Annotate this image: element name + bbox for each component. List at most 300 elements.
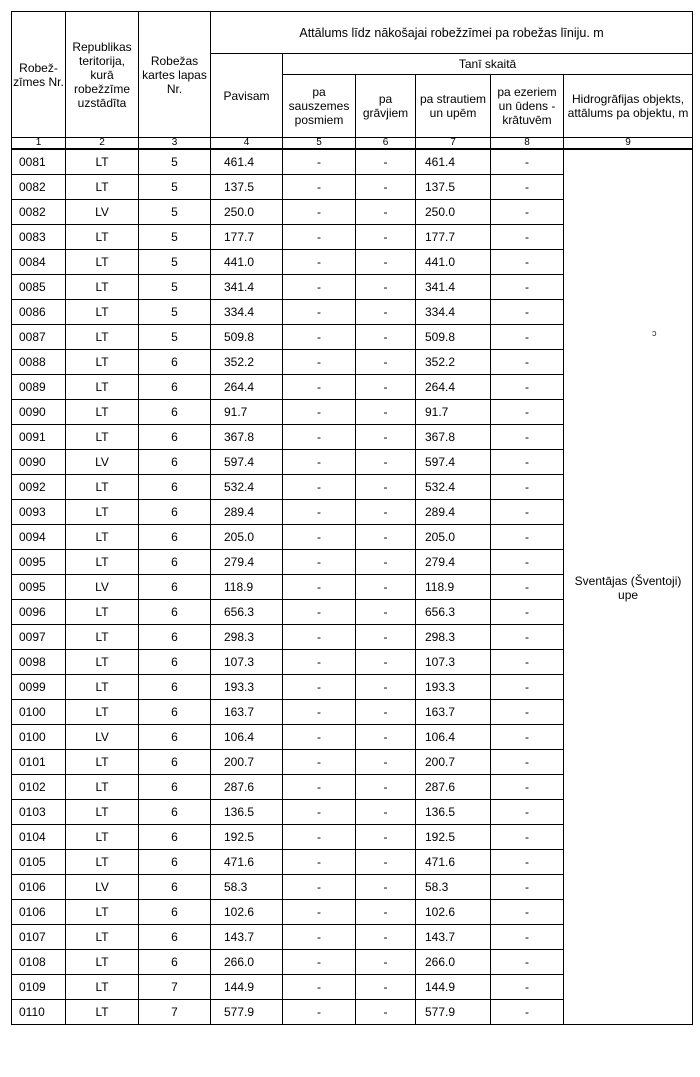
river-distance: 58.3 — [416, 875, 491, 900]
land-distance: - — [283, 700, 356, 725]
lake-distance: - — [491, 500, 564, 525]
lake-distance: - — [491, 800, 564, 825]
ditch-distance: - — [356, 275, 416, 300]
map-sheet: 6 — [139, 850, 211, 875]
territory: LT — [66, 275, 139, 300]
river-distance: 509.8 — [416, 325, 491, 350]
total-distance: 205.0 — [211, 525, 283, 550]
lake-distance: - — [491, 375, 564, 400]
river-distance: 118.9 — [416, 575, 491, 600]
map-sheet: 6 — [139, 425, 211, 450]
ditch-distance: - — [356, 525, 416, 550]
land-distance: - — [283, 950, 356, 975]
land-distance: - — [283, 149, 356, 175]
river-distance: 279.4 — [416, 550, 491, 575]
total-distance: 509.8 — [211, 325, 283, 350]
territory: LT — [66, 500, 139, 525]
river-distance: 102.6 — [416, 900, 491, 925]
ditch-distance: - — [356, 250, 416, 275]
total-distance: 144.9 — [211, 975, 283, 1000]
land-distance: - — [283, 925, 356, 950]
map-sheet: 6 — [139, 575, 211, 600]
map-sheet: 6 — [139, 650, 211, 675]
marker-number: 0101 — [12, 750, 66, 775]
map-sheet: 6 — [139, 450, 211, 475]
marker-number: 0109 — [12, 975, 66, 1000]
column-number: 6 — [356, 138, 416, 150]
marker-number: 0083 — [12, 225, 66, 250]
marker-number: 0105 — [12, 850, 66, 875]
land-distance: - — [283, 625, 356, 650]
header-streams-rivers: pa strautiem un upēm — [416, 75, 491, 138]
marker-number: 0103 — [12, 800, 66, 825]
header-lakes-reservoirs: pa ezeriem un ūdens - krātuvēm — [491, 75, 564, 138]
map-sheet: 6 — [139, 525, 211, 550]
ditch-distance: - — [356, 775, 416, 800]
river-distance: 250.0 — [416, 200, 491, 225]
lake-distance: - — [491, 175, 564, 200]
lake-distance: - — [491, 300, 564, 325]
ditch-distance: - — [356, 500, 416, 525]
river-distance: 352.2 — [416, 350, 491, 375]
land-distance: - — [283, 875, 356, 900]
territory: LT — [66, 675, 139, 700]
ditch-distance: - — [356, 175, 416, 200]
territory: LV — [66, 450, 139, 475]
marker-number: 0106 — [12, 875, 66, 900]
ditch-distance: - — [356, 225, 416, 250]
river-distance: 367.8 — [416, 425, 491, 450]
ditch-distance: - — [356, 425, 416, 450]
lake-distance: - — [491, 625, 564, 650]
header-land-sections: pa sauszemes posmiem — [283, 75, 356, 138]
lake-distance: - — [491, 275, 564, 300]
ditch-distance: - — [356, 925, 416, 950]
marker-number: 0084 — [12, 250, 66, 275]
river-distance: 136.5 — [416, 800, 491, 825]
total-distance: 352.2 — [211, 350, 283, 375]
column-number: 4 — [211, 138, 283, 150]
ditch-distance: - — [356, 725, 416, 750]
land-distance: - — [283, 325, 356, 350]
column-number: 7 — [416, 138, 491, 150]
lake-distance: - — [491, 975, 564, 1000]
marker-number: 0081 — [12, 149, 66, 175]
territory: LT — [66, 225, 139, 250]
ditch-distance: - — [356, 350, 416, 375]
territory: LT — [66, 550, 139, 575]
land-distance: - — [283, 300, 356, 325]
map-sheet: 6 — [139, 875, 211, 900]
river-distance: 341.4 — [416, 275, 491, 300]
total-distance: 298.3 — [211, 625, 283, 650]
total-distance: 461.4 — [211, 149, 283, 175]
map-sheet: 5 — [139, 275, 211, 300]
ditch-distance: - — [356, 625, 416, 650]
total-distance: 106.4 — [211, 725, 283, 750]
land-distance: - — [283, 275, 356, 300]
ditch-distance: - — [356, 450, 416, 475]
lake-distance: - — [491, 1000, 564, 1025]
map-sheet: 6 — [139, 825, 211, 850]
territory: LT — [66, 625, 139, 650]
ditch-distance: - — [356, 575, 416, 600]
header-distance-group: Attālums līdz nākošajai robežzīmei pa robežas līniju. m — [211, 12, 693, 54]
territory: LT — [66, 950, 139, 975]
total-distance: 656.3 — [211, 600, 283, 625]
ditch-distance: - — [356, 900, 416, 925]
marker-number: 0094 — [12, 525, 66, 550]
map-sheet: 5 — [139, 175, 211, 200]
lake-distance: - — [491, 525, 564, 550]
territory: LT — [66, 850, 139, 875]
map-sheet: 5 — [139, 325, 211, 350]
river-distance: 106.4 — [416, 725, 491, 750]
marker-number: 0110 — [12, 1000, 66, 1025]
ditch-distance: - — [356, 825, 416, 850]
territory: LT — [66, 1000, 139, 1025]
territory: LT — [66, 300, 139, 325]
land-distance: - — [283, 975, 356, 1000]
ditch-distance: - — [356, 850, 416, 875]
lake-distance: - — [491, 575, 564, 600]
header-of-which: Tanī skaitā — [283, 54, 693, 75]
map-sheet: 5 — [139, 225, 211, 250]
land-distance: - — [283, 350, 356, 375]
territory: LT — [66, 400, 139, 425]
river-distance: 143.7 — [416, 925, 491, 950]
lake-distance: - — [491, 675, 564, 700]
territory: LT — [66, 425, 139, 450]
map-sheet: 6 — [139, 675, 211, 700]
stray-mark: ɔ — [652, 328, 657, 338]
land-distance: - — [283, 825, 356, 850]
total-distance: 177.7 — [211, 225, 283, 250]
territory: LT — [66, 375, 139, 400]
marker-number: 0102 — [12, 775, 66, 800]
column-number: 8 — [491, 138, 564, 150]
land-distance: - — [283, 525, 356, 550]
map-sheet: 6 — [139, 350, 211, 375]
total-distance: 266.0 — [211, 950, 283, 975]
map-sheet: 5 — [139, 250, 211, 275]
territory: LT — [66, 925, 139, 950]
ditch-distance: - — [356, 325, 416, 350]
total-distance: 441.0 — [211, 250, 283, 275]
land-distance: - — [283, 900, 356, 925]
map-sheet: 6 — [139, 625, 211, 650]
ditch-distance: - — [356, 400, 416, 425]
river-distance: 597.4 — [416, 450, 491, 475]
total-distance: 118.9 — [211, 575, 283, 600]
territory: LT — [66, 700, 139, 725]
total-distance: 91.7 — [211, 400, 283, 425]
map-sheet: 7 — [139, 1000, 211, 1025]
territory: LV — [66, 725, 139, 750]
total-distance: 287.6 — [211, 775, 283, 800]
lake-distance: - — [491, 149, 564, 175]
marker-number: 0086 — [12, 300, 66, 325]
header-total: Pavisam — [211, 54, 283, 138]
boundary-table-container — [11, 11, 692, 1025]
land-distance: - — [283, 775, 356, 800]
map-sheet: 6 — [139, 725, 211, 750]
column-number: 2 — [66, 138, 139, 150]
map-sheet: 6 — [139, 900, 211, 925]
ditch-distance: - — [356, 149, 416, 175]
river-distance: 163.7 — [416, 700, 491, 725]
ditch-distance: - — [356, 375, 416, 400]
marker-number: 0087 — [12, 325, 66, 350]
territory: LT — [66, 175, 139, 200]
map-sheet: 6 — [139, 400, 211, 425]
land-distance: - — [283, 425, 356, 450]
territory: LT — [66, 750, 139, 775]
lake-distance: - — [491, 200, 564, 225]
total-distance: 279.4 — [211, 550, 283, 575]
map-sheet: 6 — [139, 550, 211, 575]
column-number: 1 — [12, 138, 66, 150]
total-distance: 193.3 — [211, 675, 283, 700]
lake-distance: - — [491, 250, 564, 275]
map-sheet: 5 — [139, 149, 211, 175]
marker-number: 0082 — [12, 175, 66, 200]
river-distance: 193.3 — [416, 675, 491, 700]
map-sheet: 5 — [139, 300, 211, 325]
ditch-distance: - — [356, 950, 416, 975]
river-distance: 205.0 — [416, 525, 491, 550]
map-sheet: 6 — [139, 375, 211, 400]
river-distance: 471.6 — [416, 850, 491, 875]
lake-distance: - — [491, 475, 564, 500]
lake-distance: - — [491, 325, 564, 350]
ditch-distance: - — [356, 800, 416, 825]
map-sheet: 6 — [139, 800, 211, 825]
total-distance: 163.7 — [211, 700, 283, 725]
map-sheet: 6 — [139, 600, 211, 625]
land-distance: - — [283, 400, 356, 425]
marker-number: 0096 — [12, 600, 66, 625]
river-distance: 298.3 — [416, 625, 491, 650]
lake-distance: - — [491, 550, 564, 575]
total-distance: 102.6 — [211, 900, 283, 925]
column-number: 9 — [564, 138, 693, 150]
land-distance: - — [283, 1000, 356, 1025]
header-republic-territory: Republikas teritorija, kurā robežzīme uzstādīta — [66, 12, 139, 138]
ditch-distance: - — [356, 600, 416, 625]
header-marker-number: Robež-zīmes Nr. — [12, 12, 66, 138]
ditch-distance: - — [356, 1000, 416, 1025]
total-distance: 250.0 — [211, 200, 283, 225]
ditch-distance: - — [356, 875, 416, 900]
marker-number: 0093 — [12, 500, 66, 525]
river-distance: 461.4 — [416, 149, 491, 175]
map-sheet: 6 — [139, 475, 211, 500]
river-distance: 266.0 — [416, 950, 491, 975]
total-distance: 137.5 — [211, 175, 283, 200]
total-distance: 471.6 — [211, 850, 283, 875]
territory: LT — [66, 825, 139, 850]
territory: LT — [66, 250, 139, 275]
total-distance: 577.9 — [211, 1000, 283, 1025]
map-sheet: 6 — [139, 750, 211, 775]
ditch-distance: - — [356, 475, 416, 500]
total-distance: 264.4 — [211, 375, 283, 400]
total-distance: 143.7 — [211, 925, 283, 950]
territory: LT — [66, 525, 139, 550]
lake-distance: - — [491, 775, 564, 800]
total-distance: 200.7 — [211, 750, 283, 775]
marker-number: 0100 — [12, 725, 66, 750]
territory: LT — [66, 149, 139, 175]
land-distance: - — [283, 750, 356, 775]
territory: LT — [66, 350, 139, 375]
land-distance: - — [283, 450, 356, 475]
river-distance: 107.3 — [416, 650, 491, 675]
map-sheet: 6 — [139, 700, 211, 725]
land-distance: - — [283, 225, 356, 250]
total-distance: 136.5 — [211, 800, 283, 825]
river-distance: 656.3 — [416, 600, 491, 625]
ditch-distance: - — [356, 200, 416, 225]
ditch-distance: - — [356, 300, 416, 325]
marker-number: 0082 — [12, 200, 66, 225]
lake-distance: - — [491, 750, 564, 775]
river-distance: 200.7 — [416, 750, 491, 775]
territory: LT — [66, 775, 139, 800]
land-distance: - — [283, 500, 356, 525]
land-distance: - — [283, 550, 356, 575]
ditch-distance: - — [356, 675, 416, 700]
total-distance: 58.3 — [211, 875, 283, 900]
lake-distance: - — [491, 950, 564, 975]
land-distance: - — [283, 175, 356, 200]
land-distance: - — [283, 725, 356, 750]
lake-distance: - — [491, 400, 564, 425]
river-distance: 192.5 — [416, 825, 491, 850]
ditch-distance: - — [356, 750, 416, 775]
lake-distance: - — [491, 650, 564, 675]
land-distance: - — [283, 675, 356, 700]
table-row — [12, 149, 693, 175]
header-ditches: pa grāvjiem — [356, 75, 416, 138]
lake-distance: - — [491, 825, 564, 850]
territory: LT — [66, 600, 139, 625]
marker-number: 0092 — [12, 475, 66, 500]
lake-distance: - — [491, 425, 564, 450]
ditch-distance: - — [356, 550, 416, 575]
river-distance: 91.7 — [416, 400, 491, 425]
lake-distance: - — [491, 225, 564, 250]
map-sheet: 6 — [139, 950, 211, 975]
river-distance: 577.9 — [416, 1000, 491, 1025]
total-distance: 367.8 — [211, 425, 283, 450]
header-hydrographic-object: Hidrogrāfijas objekts, attālums pa objektu, m — [564, 75, 693, 138]
lake-distance: - — [491, 725, 564, 750]
total-distance: 289.4 — [211, 500, 283, 525]
land-distance: - — [283, 800, 356, 825]
territory: LT — [66, 475, 139, 500]
marker-number: 0100 — [12, 700, 66, 725]
total-distance: 532.4 — [211, 475, 283, 500]
marker-number: 0089 — [12, 375, 66, 400]
land-distance: - — [283, 650, 356, 675]
total-distance: 192.5 — [211, 825, 283, 850]
territory: LV — [66, 875, 139, 900]
territory: LT — [66, 900, 139, 925]
river-distance: 289.4 — [416, 500, 491, 525]
map-sheet: 7 — [139, 975, 211, 1000]
marker-number: 0095 — [12, 575, 66, 600]
lake-distance: - — [491, 875, 564, 900]
marker-number: 0098 — [12, 650, 66, 675]
river-distance: 137.5 — [416, 175, 491, 200]
total-distance: 597.4 — [211, 450, 283, 475]
column-number-row — [12, 138, 693, 150]
territory: LT — [66, 975, 139, 1000]
marker-number: 0088 — [12, 350, 66, 375]
lake-distance: - — [491, 900, 564, 925]
land-distance: - — [283, 575, 356, 600]
ditch-distance: - — [356, 650, 416, 675]
marker-number: 0085 — [12, 275, 66, 300]
river-distance: 532.4 — [416, 475, 491, 500]
map-sheet: 6 — [139, 775, 211, 800]
territory: LV — [66, 200, 139, 225]
marker-number: 0104 — [12, 825, 66, 850]
marker-number: 0091 — [12, 425, 66, 450]
river-distance: 287.6 — [416, 775, 491, 800]
marker-number: 0099 — [12, 675, 66, 700]
total-distance: 341.4 — [211, 275, 283, 300]
lake-distance: - — [491, 925, 564, 950]
table-body — [12, 149, 693, 1025]
marker-number: 0106 — [12, 900, 66, 925]
marker-number: 0095 — [12, 550, 66, 575]
territory: LT — [66, 650, 139, 675]
land-distance: - — [283, 375, 356, 400]
territory: LV — [66, 575, 139, 600]
river-distance: 264.4 — [416, 375, 491, 400]
land-distance: - — [283, 600, 356, 625]
total-distance: 107.3 — [211, 650, 283, 675]
marker-number: 0097 — [12, 625, 66, 650]
lake-distance: - — [491, 450, 564, 475]
river-distance: 144.9 — [416, 975, 491, 1000]
lake-distance: - — [491, 850, 564, 875]
total-distance: 334.4 — [211, 300, 283, 325]
ditch-distance: - — [356, 700, 416, 725]
boundary-marker-table — [11, 11, 693, 1025]
header-map-sheet-number: Robežas kartes lapas Nr. — [139, 12, 211, 138]
lake-distance: - — [491, 350, 564, 375]
lake-distance: - — [491, 600, 564, 625]
land-distance: - — [283, 850, 356, 875]
marker-number: 0090 — [12, 450, 66, 475]
marker-number: 0108 — [12, 950, 66, 975]
territory: LT — [66, 325, 139, 350]
lake-distance: - — [491, 700, 564, 725]
column-number: 5 — [283, 138, 356, 150]
river-distance: 441.0 — [416, 250, 491, 275]
hydrographic-object-name: Sventājas (Šventoji) upe — [564, 149, 693, 1025]
map-sheet: 6 — [139, 500, 211, 525]
land-distance: - — [283, 475, 356, 500]
marker-number: 0107 — [12, 925, 66, 950]
land-distance: - — [283, 200, 356, 225]
river-distance: 177.7 — [416, 225, 491, 250]
marker-number: 0090 — [12, 400, 66, 425]
